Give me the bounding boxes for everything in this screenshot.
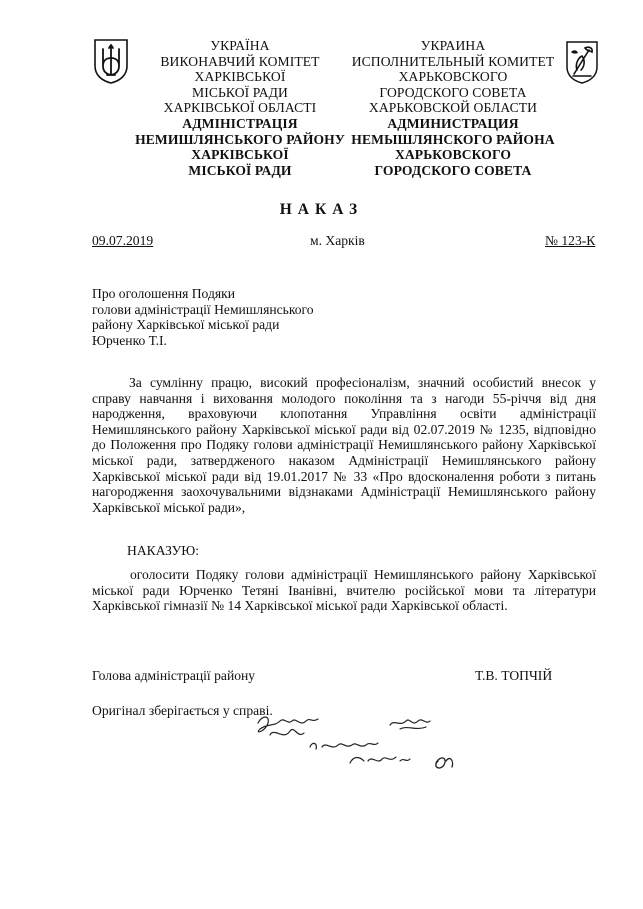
subject-line: голови адміністрації Немишлянського <box>92 301 314 317</box>
header-line-bold: МІСЬКОЇ РАДИ <box>188 162 292 178</box>
directive-paragraph: оголосити Подяку голови адміністрації Немишлянського району Харківської міської ради Юрченко Тетяні Іванівні, вчителю російської мови та літератури Харківської гімназії № 14 Харківської міської ради Харківської області. <box>92 567 596 614</box>
header-line: ИСПОЛНИТЕЛЬНЫЙ КОМИТЕТ <box>351 53 555 69</box>
order-subject <box>92 286 392 348</box>
header-line-bold: НЕМИШЛЯНСЬКОГО РАЙОНУ <box>135 131 345 147</box>
header-line: ХАРЬКОВСКОЙ ОБЛАСТИ <box>368 100 538 116</box>
handwritten-signatures <box>240 705 470 775</box>
header-line-bold: АДМИНИСТРАЦИЯ <box>387 115 519 131</box>
order-title: НАКАЗ <box>279 201 364 218</box>
trident-coat-of-arms-icon <box>93 38 129 84</box>
header-line-bold: НЕМЫШЛЯНСКОГО РАЙОНА <box>351 131 555 147</box>
header-line-bold: АДМІНІСТРАЦІЯ <box>182 115 298 131</box>
header-line: УКРАИНА <box>420 38 486 53</box>
order-city: м. Харків <box>310 233 365 248</box>
header-line: ХАРЬКОВСКОГО <box>398 69 508 85</box>
header-ukrainian <box>130 38 350 178</box>
header-line: МІСЬКОЇ РАДИ <box>192 84 288 100</box>
header-line: ВИКОНАВЧИЙ КОМІТЕТ <box>160 53 320 69</box>
subject-line: району Харківської міської ради <box>92 317 280 333</box>
header-russian <box>348 38 558 178</box>
signatory-role: Голова адміністрації району <box>92 668 256 683</box>
header-line-bold: ХАРКІВСЬКОЇ <box>191 147 289 163</box>
header-line-bold: ГОРОДСКОГО СОВЕТА <box>374 162 532 178</box>
header-line: ХАРКІВСЬКОЇ <box>194 69 286 85</box>
order-number: № 123-К <box>545 233 596 248</box>
kharkiv-coat-of-arms-icon <box>565 40 599 84</box>
header-line-bold: ХАРЬКОВСКОГО <box>394 147 512 163</box>
signatory-name: Т.В. ТОПЧІЙ <box>475 668 553 683</box>
header-line: ХАРКІВСЬКОЇ ОБЛАСТІ <box>163 100 317 116</box>
header-line: УКРАЇНА <box>210 38 270 53</box>
original-location-note: Оригінал зберігається у справі. <box>92 703 273 718</box>
subject-line: Юрченко Т.І. <box>92 332 167 348</box>
order-date: 09.07.2019 <box>92 233 154 248</box>
order-directive-heading: НАКАЗУЮ: <box>127 543 200 558</box>
subject-line: Про оголошення Подяки <box>92 286 236 301</box>
header-line: ГОРОДСКОГО СОВЕТА <box>379 84 527 100</box>
preamble-paragraph: За сумлінну працю, високий професіоналізм, значний особистий внесок у справу навчання і виховання молодого покоління та з нагоди 55-річчя від дня народження, враховуючи клопотання Управління освіти адміністрації Немишлянського району Харківської міської ради від 02.07.2019 № 1235, відповідно до Положення про Подяку голови адміністрації Немишлянського району Харківської міської ради, затвердженого наказом Адміністрації Немишлянського району Харківської міської ради від 19.01.2017 № 33 «Про вдосконалення роботи з питань нагородження заохочувальними відзнаками Адміністрації Немишлянського району Харківської міської ради», <box>92 375 596 515</box>
